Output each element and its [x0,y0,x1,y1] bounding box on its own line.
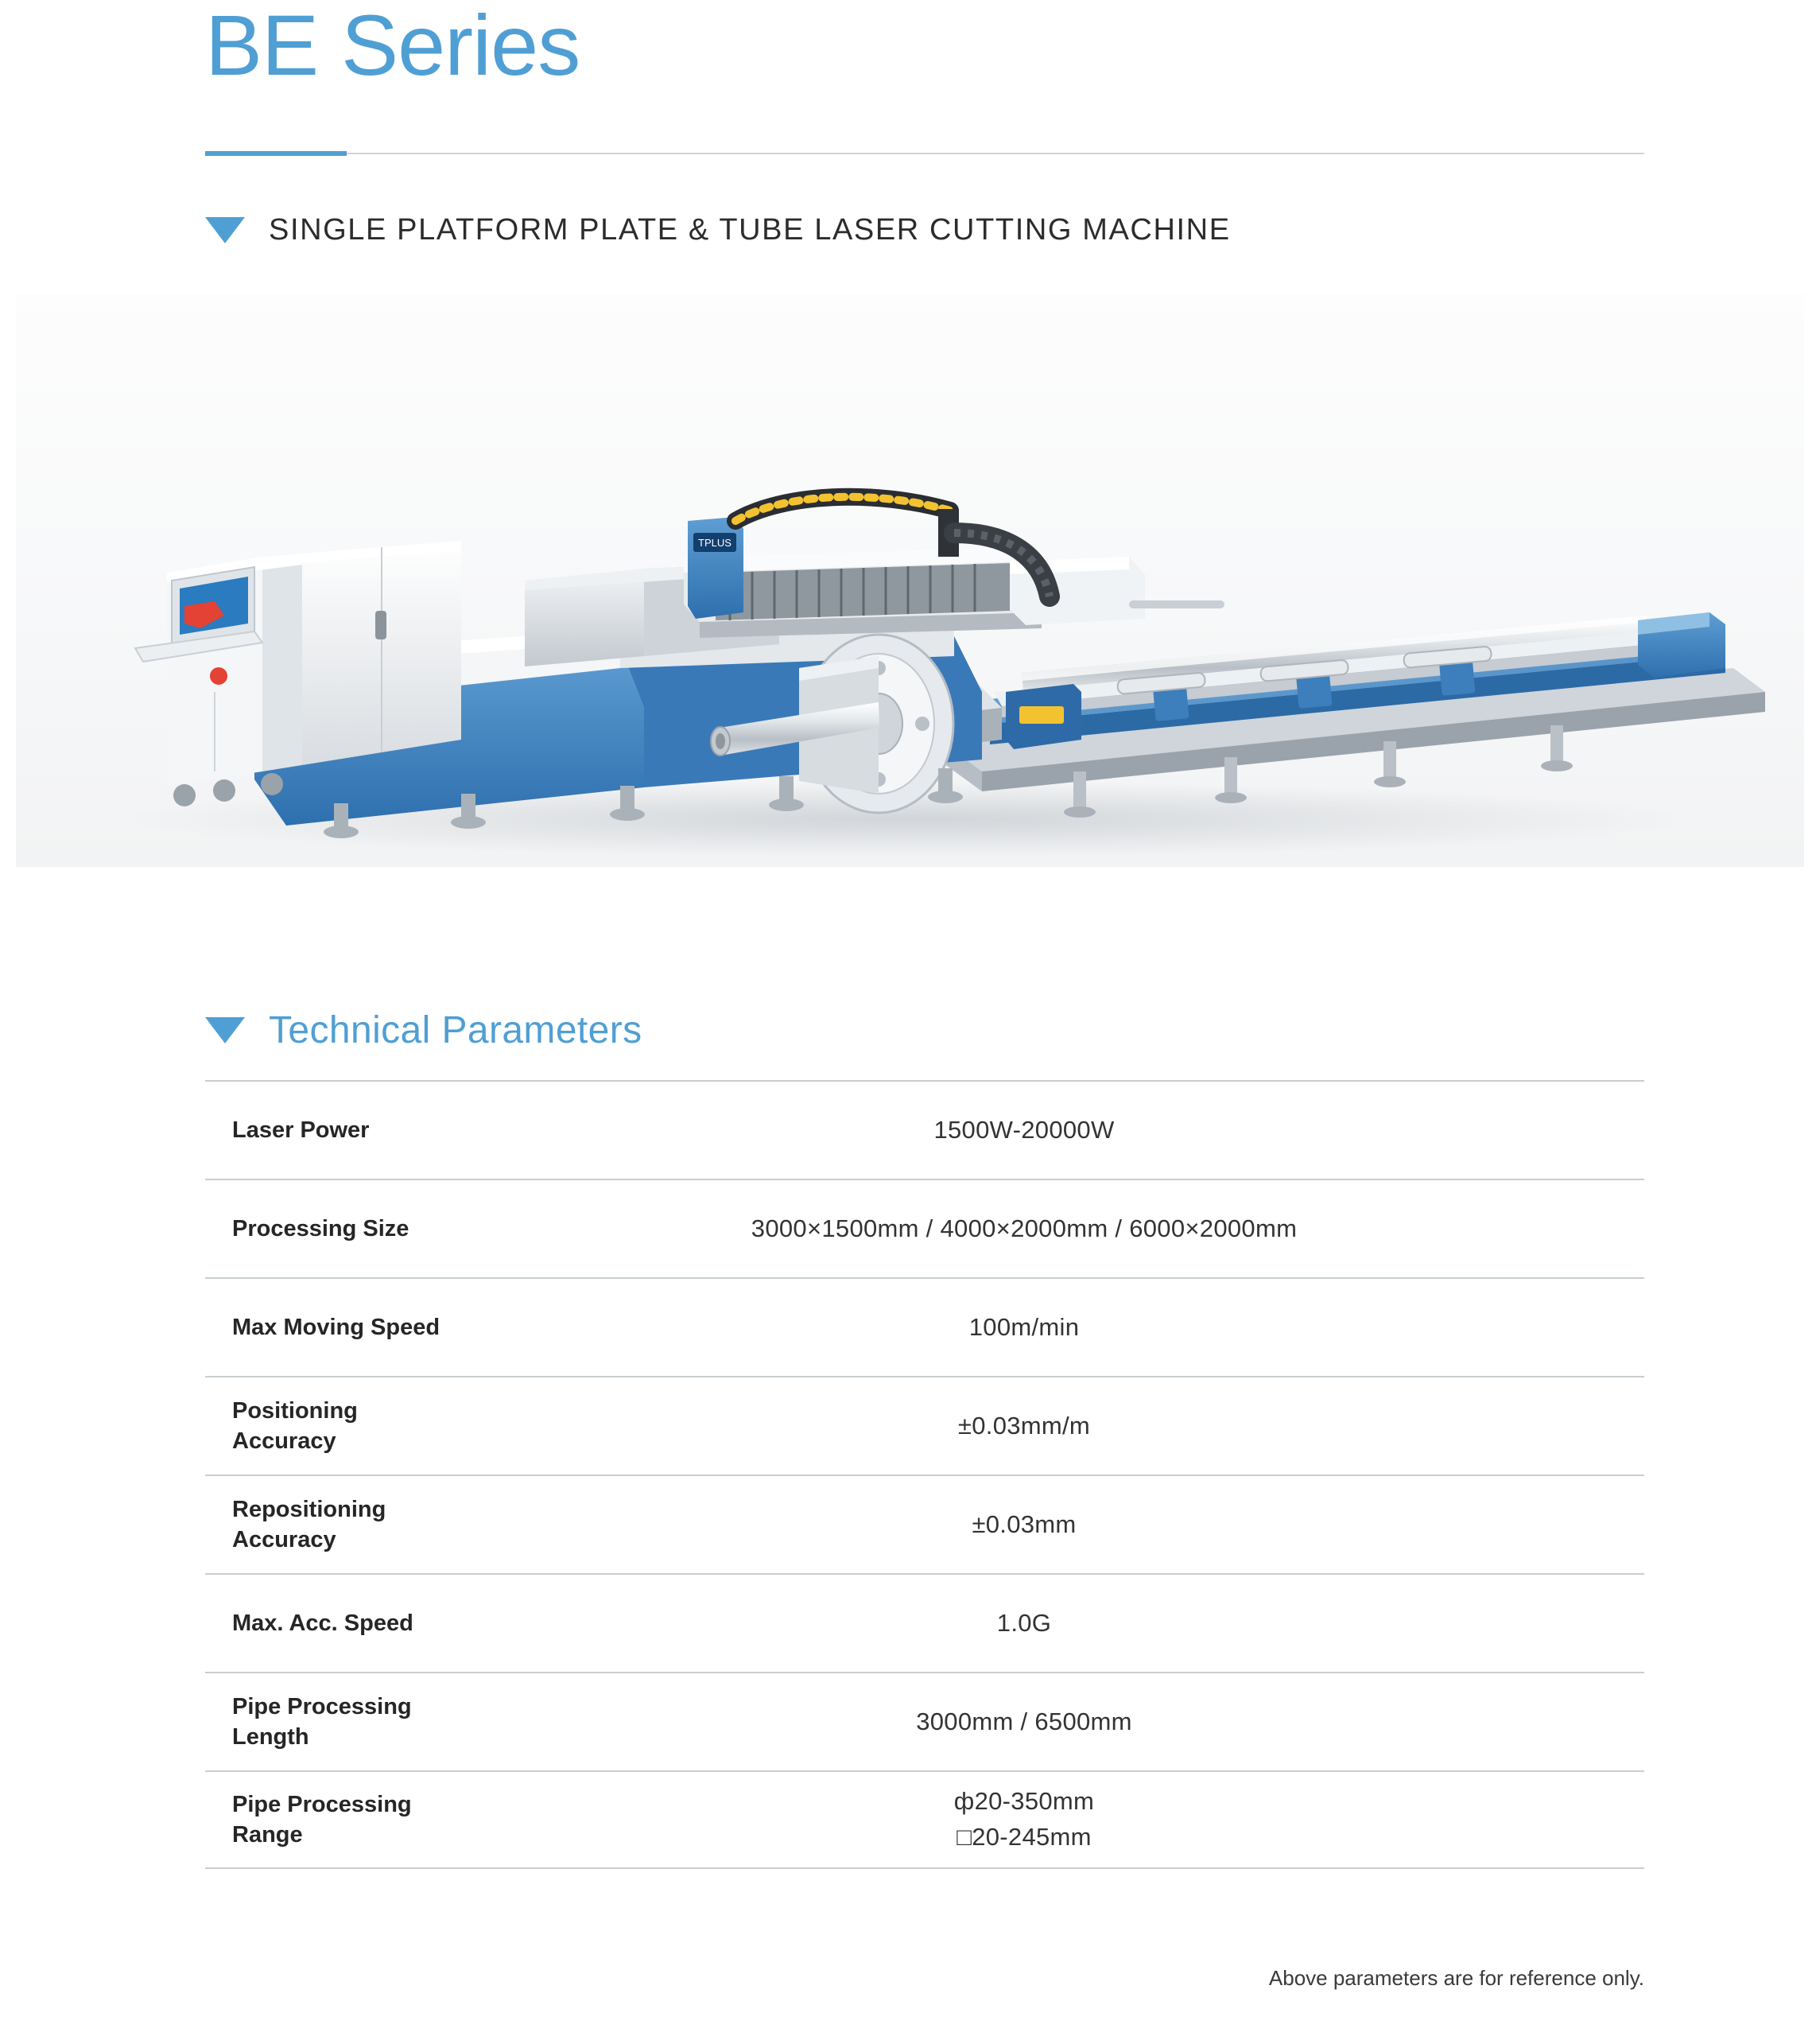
table-row [205,1475,1644,1573]
page-title: BE Series [205,0,580,93]
table-row [205,1573,1644,1672]
triangle-bullet-icon [205,1017,245,1043]
table-row [205,1080,1644,1179]
table-row [205,1376,1644,1475]
table-row [205,1672,1644,1770]
page-subtitle: SINGLE PLATFORM PLATE & TUBE LASER CUTTING MACHINE [269,213,1231,247]
table-footnote: Above parameters are for reference only. [1268,1966,1644,1990]
param-label: Laser Power [232,1117,370,1143]
param-label: Max. Acc. Speed [232,1610,413,1636]
param-label: Pipe Processing Length [232,1693,412,1750]
technical-parameters-title: Technical Parameters [269,1009,642,1051]
param-label: Positioning Accuracy [232,1397,358,1454]
param-value: ±0.03mm [972,1510,1077,1538]
svg-text:TPLUS: TPLUS [698,537,731,549]
param-value: 3000mm / 6500mm [916,1707,1132,1735]
param-label: Processing Size [232,1215,409,1241]
product-image [16,294,1804,867]
subtitle-row [205,213,1231,247]
param-value: ±0.03mm/m [957,1411,1091,1440]
table-row [205,1179,1644,1277]
param-label: Pipe Processing Range [232,1791,412,1848]
table-row [205,1277,1644,1376]
machine-illustration [16,294,1804,867]
title-divider [205,153,1644,154]
param-label: Repositioning Accuracy [232,1496,386,1552]
param-value-square: □20-245mm [957,1823,1092,1851]
param-value: 1.0G [996,1608,1052,1637]
technical-parameters-table [205,1080,1644,1869]
table-row [205,1770,1644,1869]
param-value: 100m/min [968,1312,1080,1341]
technical-parameters-heading-row [205,1008,642,1052]
triangle-bullet-icon [205,217,245,243]
param-value: 3000×1500mm / 4000×2000mm / 6000×2000mm [751,1214,1298,1242]
param-value-group [603,1784,1644,1855]
param-label: Max Moving Speed [232,1314,440,1340]
param-value: 1500W-20000W [933,1115,1115,1144]
title-divider-accent [205,151,347,156]
param-value-round: ф20-350mm [953,1787,1095,1816]
